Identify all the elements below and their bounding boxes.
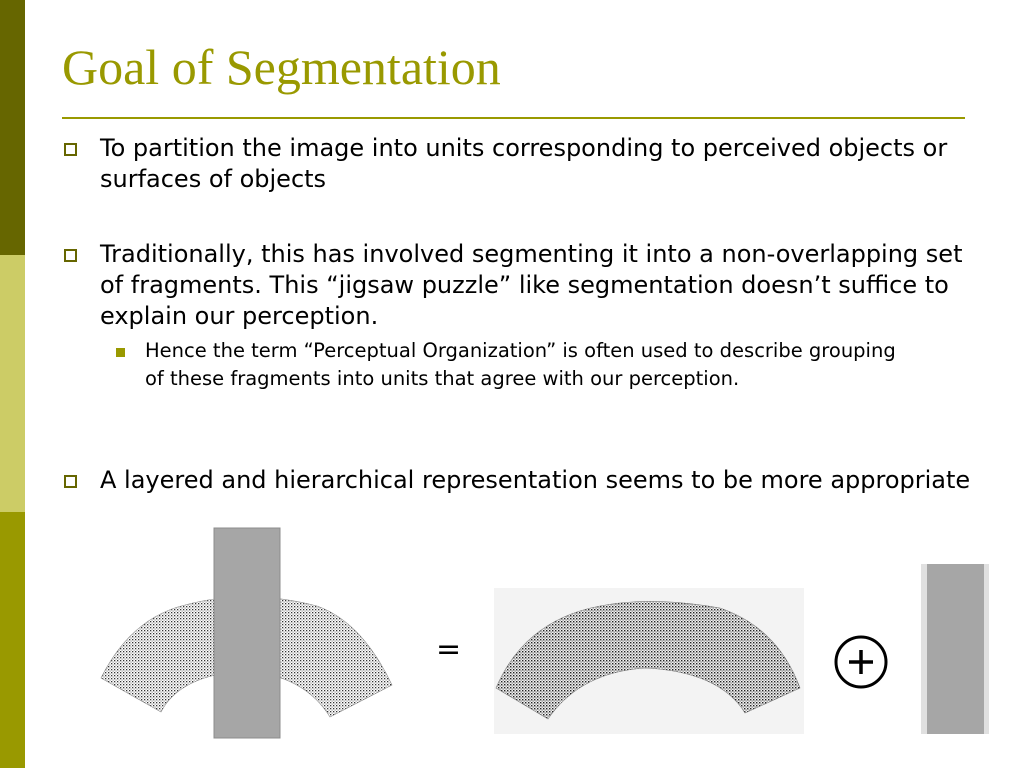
- sidebar-band-top: [0, 0, 25, 255]
- sidebar-band-middle: [0, 255, 25, 512]
- circled-plus-icon: [836, 637, 886, 687]
- rectangle-layer-background: [921, 564, 989, 734]
- equals-sign: =: [436, 632, 462, 667]
- sub-bullet-item-1: Hence the term “Perceptual Organization” is often used to describe grouping of these fragments into units that agree with our perception.: [145, 339, 896, 390]
- complete-arc-shape: [496, 601, 800, 719]
- bullet-square-icon: [64, 249, 77, 262]
- bullet-square-icon: [64, 475, 77, 488]
- sidebar-decoration: [0, 0, 25, 768]
- title-underline: [62, 117, 965, 119]
- bullet-item-2: Traditionally, this has involved segmenting it into a non-overlapping set of fragments. This “jigsaw puzzle” like segmentation doesn’t suffice to explain our perception.: [100, 240, 963, 330]
- occluded-arc-shape: [101, 597, 392, 717]
- bullet-square-icon: [64, 143, 77, 156]
- arc-image-background: [494, 588, 804, 734]
- sub-bullet-square-icon: [116, 348, 125, 357]
- sidebar-band-bottom: [0, 512, 25, 768]
- bullet-item-3: A layered and hierarchical representation seems to be more appropriate: [100, 466, 971, 494]
- bullet-item-1: To partition the image into units corresponding to perceived objects or surfaces of objects: [100, 134, 948, 193]
- slide-title: Goal of Segmentation: [62, 39, 501, 95]
- occluding-rectangle: [214, 528, 280, 738]
- separated-rectangle: [927, 564, 984, 734]
